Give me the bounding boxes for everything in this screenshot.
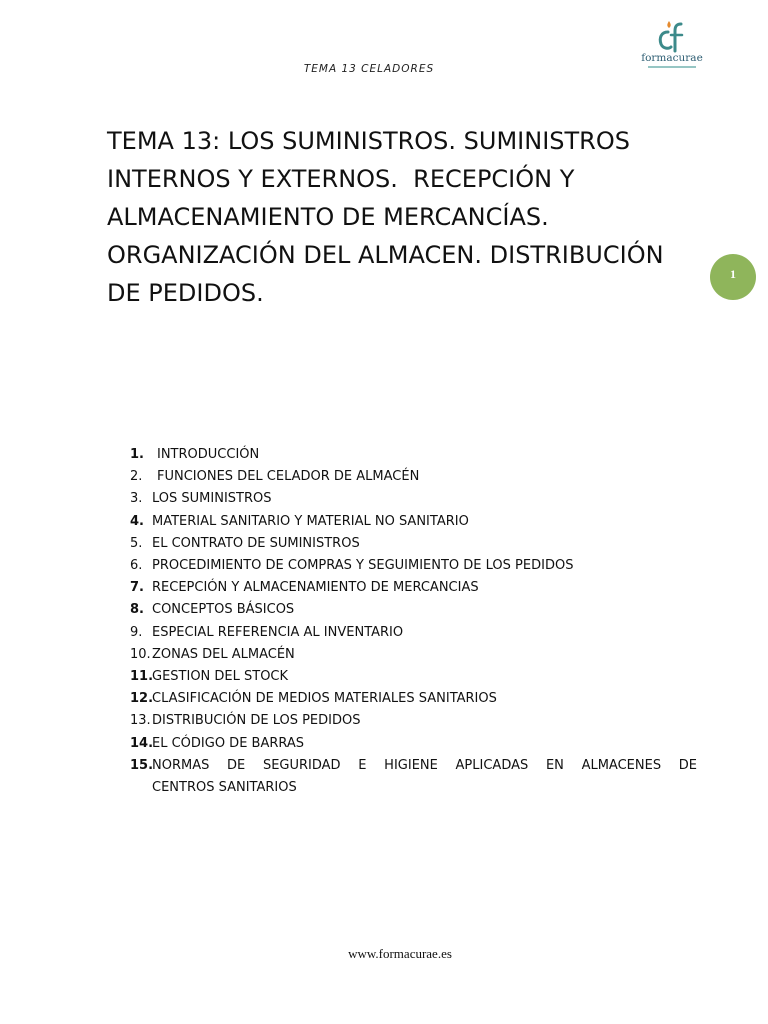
toc-item-label: EL CÓDIGO DE BARRAS [152, 735, 305, 751]
table-of-contents [130, 444, 697, 799]
toc-item-number: 4. [130, 513, 144, 529]
toc-item [130, 622, 697, 644]
toc-item-label: ESPECIAL REFERENCIA AL INVENTARIO [152, 624, 404, 640]
toc-item [130, 555, 697, 577]
toc-item [130, 533, 697, 555]
toc-item-number: 5. [130, 535, 143, 551]
toc-item-number: 11. [130, 669, 154, 685]
page-title [107, 122, 707, 312]
toc-item [130, 710, 697, 732]
toc-item-label: CLASIFICACIÓN DE MEDIOS MATERIALES SANITARIOS [152, 691, 497, 707]
toc-item-number: 2. [130, 469, 143, 485]
toc-item-label: DISTRIBUCIÓN DE LOS PEDIDOS [152, 713, 361, 729]
toc-item-label: EL CONTRATO DE SUMINISTROS [152, 535, 360, 551]
title-line: DE PEDIDOS. [107, 279, 264, 307]
toc-item-label: RECEPCIÓN Y ALMACENAMIENTO DE MERCANCIAS [152, 580, 479, 596]
toc-item-number: 14. [130, 735, 154, 751]
title-line: INTERNOS Y EXTERNOS. RECEPCIÓN Y [107, 165, 575, 193]
toc-item [130, 511, 697, 533]
toc-item-label-line: NORMAS DE SEGURIDAD E HIGIENE APLICADAS EN ALMACENES DE [152, 757, 697, 773]
toc-item [130, 733, 697, 755]
toc-item-label [152, 755, 697, 799]
toc-item-label-line: CENTROS SANITARIOS [152, 780, 297, 796]
title-line: ALMACENAMIENTO DE MERCANCÍAS. [107, 203, 549, 231]
toc-item [130, 599, 697, 621]
toc-item-number: 12. [130, 691, 154, 707]
toc-item-label: GESTION DEL STOCK [152, 669, 289, 685]
toc-item-number: 1. [130, 447, 144, 462]
toc-item-number: 13. [130, 713, 151, 729]
toc-item [130, 488, 697, 510]
toc-item [130, 466, 697, 488]
page-number-badge: 1 [710, 254, 756, 300]
toc-item-number: 3. [130, 491, 143, 507]
toc-item [130, 755, 697, 799]
toc-item-number: 8. [130, 602, 144, 618]
toc-item [130, 444, 697, 466]
toc-item [130, 644, 697, 666]
formacurae-logo-icon [651, 18, 691, 54]
toc-item [130, 577, 697, 599]
toc-item-label: INTRODUCCIÓN [157, 447, 260, 462]
toc-item-label: ZONAS DEL ALMACÉN [152, 646, 295, 662]
toc-item-number: 15. [130, 757, 154, 773]
toc-item-label: MATERIAL SANITARIO Y MATERIAL NO SANITARIO [152, 513, 469, 529]
toc-item-number: 6. [130, 558, 143, 574]
toc-item-label: FUNCIONES DEL CELADOR DE ALMACÉN [157, 469, 420, 485]
toc-item [130, 688, 697, 710]
footer-website: www.formacurae.es [348, 946, 452, 961]
title-line: TEMA 13: LOS SUMINISTROS. SUMINISTROS [107, 127, 630, 155]
brand-name: formacurae [641, 52, 703, 64]
toc-item [130, 666, 697, 688]
brand-tagline-rule [648, 66, 696, 68]
toc-item-label: LOS SUMINISTROS [152, 491, 272, 507]
toc-item-number: 7. [130, 580, 144, 596]
toc-item-label: PROCEDIMIENTO DE COMPRAS Y SEGUIMIENTO DE LOS PEDIDOS [152, 558, 574, 574]
title-line: ORGANIZACIÓN DEL ALMACEN. DISTRIBUCIÓN [107, 241, 664, 269]
toc-item-label: CONCEPTOS BÁSICOS [152, 602, 295, 618]
running-header: TEMA 13 CELADORES [303, 63, 435, 75]
toc-item-number: 9. [130, 624, 143, 640]
brand-logo [640, 18, 704, 68]
toc-item-number: 10. [130, 646, 151, 662]
